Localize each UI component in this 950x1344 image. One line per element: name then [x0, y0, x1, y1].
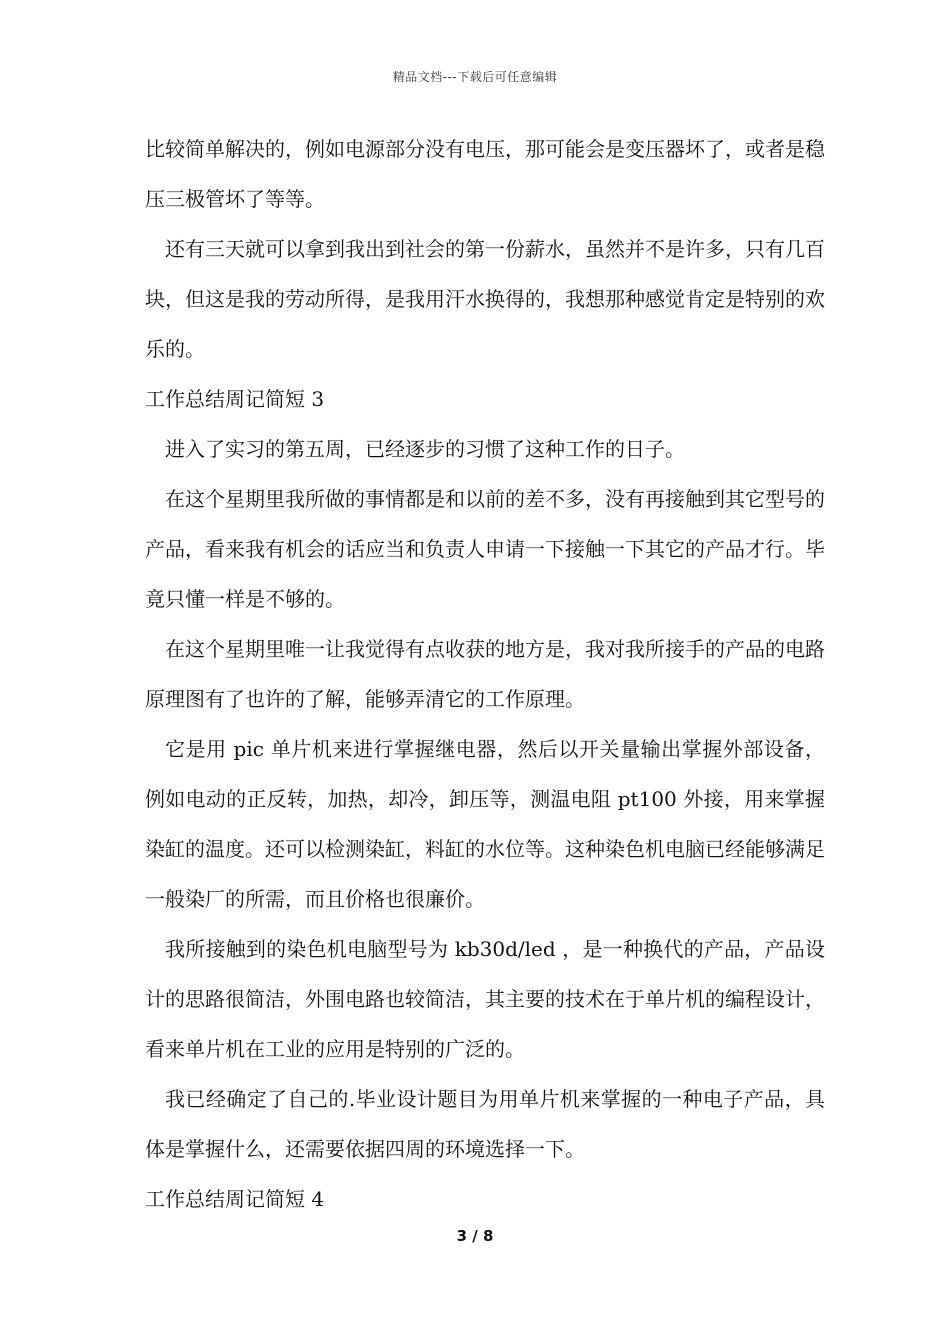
paragraph: 在这个星期里唯一让我觉得有点收获的地方是，我对我所接手的产品的电路原理图有了也许的了解，能够弄清它的工作原理。 — [145, 637, 825, 711]
paragraph: 在这个星期里我所做的事情都是和以前的差不多，没有再接触到其它型号的产品，看来我有机会的话应当和负责人申请一下接触一下其它的产品才行。毕竟只懂一样是不够的。 — [145, 487, 825, 611]
paragraph: 还有三天就可以拿到我出到社会的第一份薪水，虽然并不是许多，只有几百块，但这是我的劳动所得，是我用汗水换得的，我想那种感觉肯定是特别的欢乐的。 — [145, 237, 825, 361]
paragraph: 它是用 pic 单片机来进行掌握继电器，然后以开关量输出掌握外部设备，例如电动的正反转，加热，却冷，卸压等，测温电阻 pt100 外接，用来掌握染缸的温度。还可以检测染缸，料缸的水位等。这种染色机电脑已经能够满足一般染厂的所需，而且价格也很廉价。 — [145, 737, 825, 911]
paragraph: 比较简单解决的，例如电源部分没有电压，那可能会是变压器坏了，或者是稳压三极管坏了等等。 — [145, 137, 825, 211]
page-number: 3 / 8 — [456, 1227, 494, 1245]
page-header: 精品文档---下载后可任意编辑 — [392, 70, 558, 84]
paragraph: 进入了实习的第五周，已经逐步的习惯了这种工作的日子。 — [165, 437, 685, 461]
paragraph: 我已经确定了自己的.毕业设计题目为用单片机来掌握的一种电子产品，具体是掌握什么，还需要依据四周的环境选择一下。 — [145, 1087, 825, 1161]
document-body — [145, 124, 825, 1224]
section-heading: 工作总结周记简短 3 — [145, 387, 325, 411]
section-heading: 工作总结周记简短 4 — [145, 1187, 325, 1211]
paragraph: 我所接触到的染色机电脑型号为 kb30d/led ，是一种换代的产品，产品设计的思路很简洁，外围电路也较简洁，其主要的技术在于单片机的编程设计，看来单片机在工业的应用是特别的广泛的。 — [145, 937, 825, 1061]
